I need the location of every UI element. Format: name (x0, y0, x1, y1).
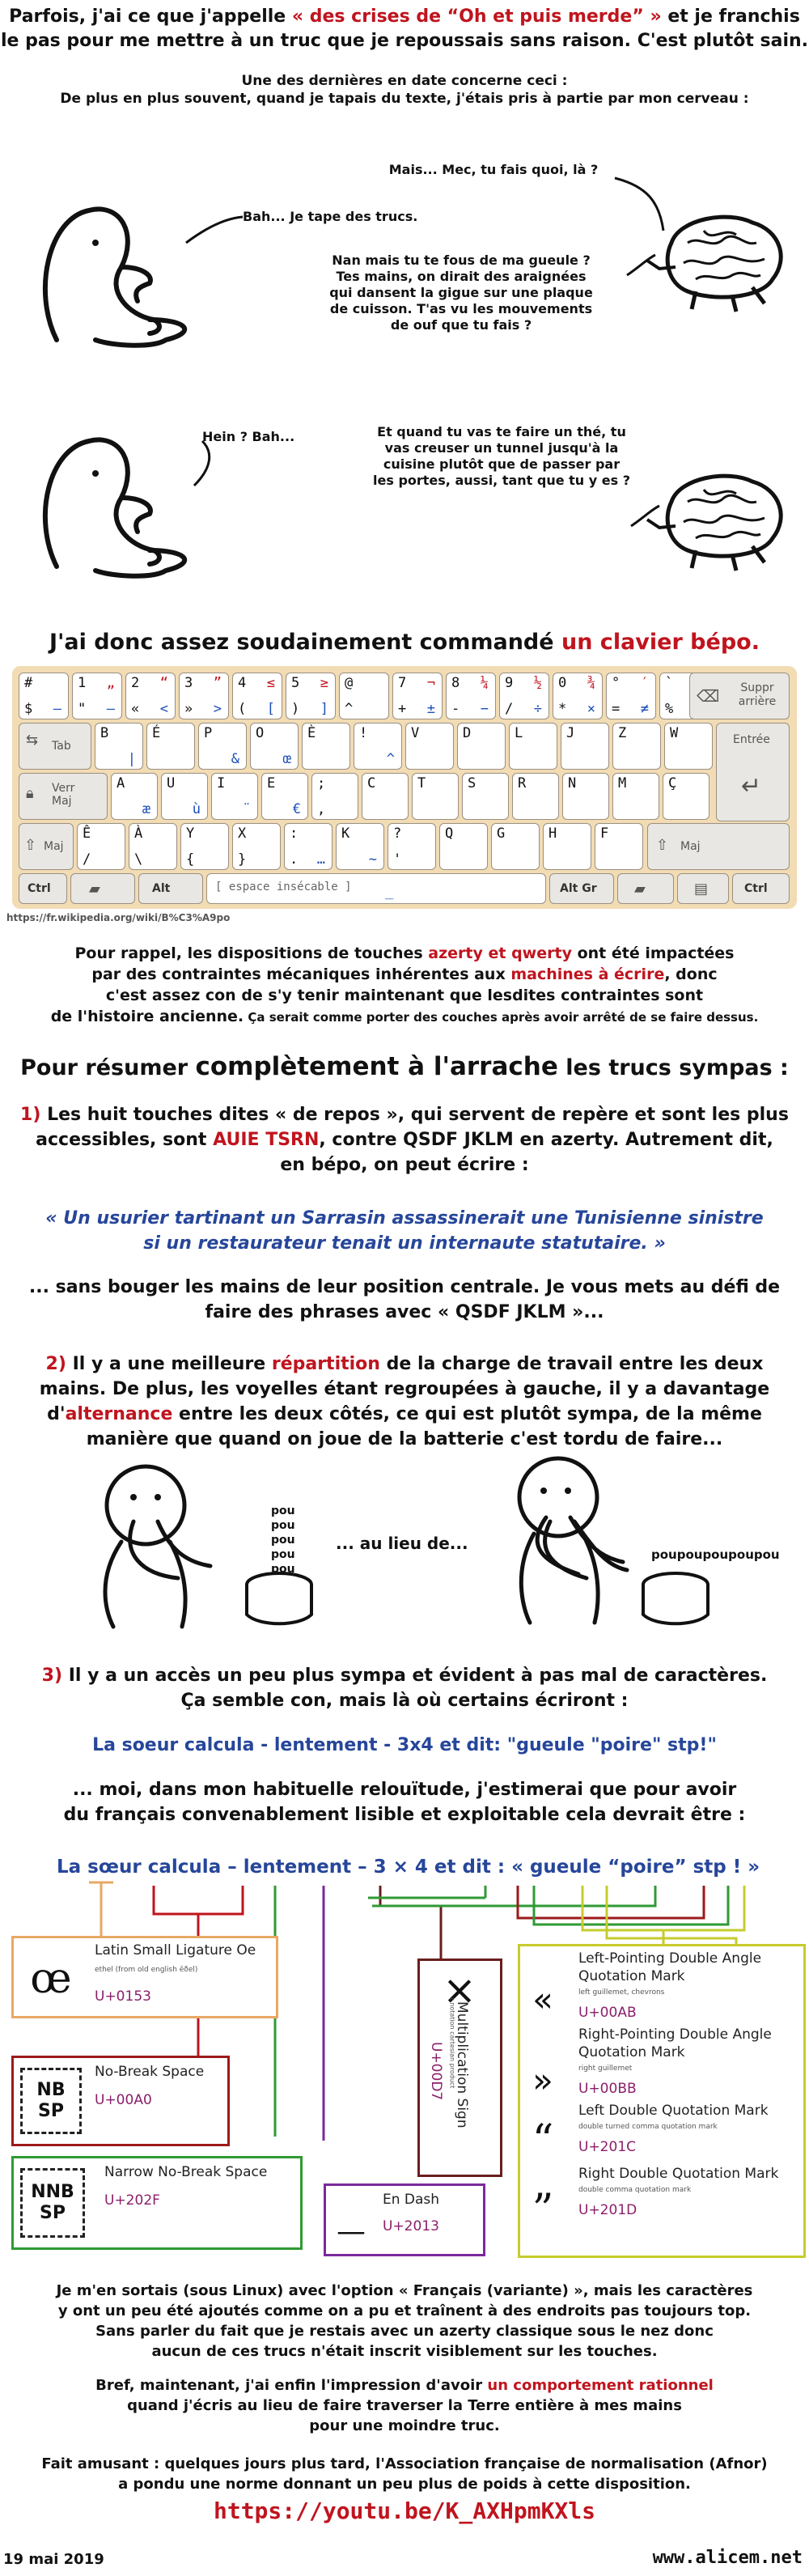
key-glyph-br: < (159, 701, 168, 717)
outro-2 (0, 2375, 809, 2436)
key-glyph-tl: ? (393, 825, 402, 842)
bubble-line: cuisine plutôt que de passer par (383, 456, 621, 472)
char-name: En Dash (383, 2192, 440, 2208)
key-glyph-tl: N (568, 775, 577, 791)
key-glyph-bl: , (317, 801, 326, 817)
left-double-quote-glyph: “ (523, 2116, 562, 2165)
key-glyph-tl: 5 (291, 675, 300, 691)
key-glyph-tr: „ (106, 675, 115, 691)
key-glyph-tl: S (468, 775, 477, 791)
text: , contre QSDF JKLM en azerty. Autrement dit, (319, 1130, 773, 1150)
pou-text: pou (271, 1504, 295, 1517)
key-glyph-tr: ¾ (587, 675, 595, 691)
key-glyph-tr: ¼ (480, 675, 489, 691)
point-number: 2) (45, 1354, 66, 1374)
key-glyph-bl: ' (393, 851, 402, 868)
text: par des contraintes mécaniques inhérentes aux (91, 965, 511, 983)
key-glyph-tl: C (367, 775, 376, 791)
bubble-person-a2: Hein ? Bah... (202, 429, 295, 444)
key-glyph-tr: ≤ (266, 675, 275, 691)
text: de la charge de travail entre les deux (379, 1354, 764, 1374)
wikipedia-link[interactable]: https://fr.wikipedia.org/wiki/B%C3%A9po (6, 912, 231, 923)
key-glyph-tl: K (341, 825, 350, 842)
char-name: Latin Small Ligature Oe (95, 1942, 256, 1959)
multiplication-glyph: × (425, 1966, 494, 2014)
key-glyph-br: ù (192, 801, 201, 817)
left-guillemet-glyph: « (523, 1979, 562, 2019)
char-codepoint: U+202F (104, 2192, 160, 2209)
outro-line: Sans parler du fait que je restais avec un azerty classique sous le nez donc (95, 2323, 714, 2340)
key-glyph-bl: / (83, 851, 91, 868)
key-label: Alt Gr (560, 882, 597, 895)
key-glyph-tl: D (463, 725, 472, 741)
char-name: Right Double Quotation Mark (578, 2166, 779, 2182)
key-glyph-tl: ; (317, 775, 326, 791)
key-glyph-br: … (316, 851, 325, 868)
key-glyph-bl: { (186, 851, 195, 868)
char-card-multiplication (417, 1959, 502, 2177)
key-glyph-tl: Z (618, 725, 627, 741)
text-line: faire des phrases avec « QSDF JKLM »... (205, 1302, 604, 1322)
key-glyph-bl: - (451, 701, 460, 717)
bubble-line: Nan mais tu te fous de ma gueule ? (332, 253, 591, 268)
key-glyph-tl: 0 (558, 675, 567, 691)
key-glyph-tl: R (518, 775, 527, 791)
intro-line-2: le pas pour me mettre à un truc que je repoussais sans raison. C'est plutôt sain. (0, 31, 809, 51)
intro-text: Parfois, j'ai ce que j'appelle (9, 6, 292, 27)
footer-site[interactable]: www.alicem.net (652, 2548, 803, 2568)
char-codepoint: U+00BB (578, 2081, 637, 2097)
intro-text-end: et je franchis (661, 6, 800, 27)
bubble-line: qui dansent la gigue sur une plaque (329, 285, 593, 300)
point-number: 3) (41, 1666, 63, 1686)
key-glyph-bl: ( (238, 701, 247, 717)
heading-highlight: un clavier bépo. (561, 630, 760, 655)
highlight: AUIE TSRN (213, 1130, 320, 1150)
right-double-quote-glyph: ” (523, 2186, 562, 2234)
key-glyph-tl: E (267, 775, 276, 791)
key-glyph-bl: \ (134, 851, 143, 868)
char-codepoint: U+00A0 (95, 2092, 152, 2108)
key-label: Maj (44, 840, 64, 853)
key-glyph-tr: ′ (640, 675, 649, 691)
plain-sentence: La soeur calcula - lentement - 3x4 et dit: "gueule "poire" stp!" (92, 1735, 717, 1755)
key-glyph-bl: . (290, 851, 299, 868)
key-glyph-tl: 8 (451, 675, 460, 691)
aside-text: Ça serait comme porter des couches après avoir arrêté de se faire dessus. (244, 1010, 759, 1025)
footer-date: 19 mai 2019 (3, 2551, 104, 2568)
char-alias: left guillemet, chevrons (578, 1988, 665, 1997)
char-card-nbsp (11, 2056, 230, 2146)
highlight: alternance (65, 1404, 173, 1424)
outro-line: a pondu une norme donnant un peu plus de poids à cette disposition. (118, 2476, 691, 2493)
text: Il y a une meilleure (66, 1354, 272, 1374)
char-codepoint: U+201C (578, 2139, 637, 2155)
key-glyph-br: ¨ (242, 801, 251, 817)
menu-icon: ▤ (694, 881, 709, 898)
intro-line-4: De plus en plus souvent, quand je tapais du texte, j'étais pris à partie par mon cerveau : (60, 91, 749, 107)
bubble-line: de cuisson. T'as vu les mouvements (329, 301, 593, 316)
pou-text: pou (271, 1534, 295, 1547)
key-label: Entrée (733, 733, 770, 746)
key-glyph-tl: H (549, 825, 557, 842)
point-line: en bépo, on peut écrire : (280, 1155, 529, 1175)
bubble-brain-q1: Mais... Mec, tu fais quoi, là ? (388, 162, 599, 177)
key-glyph-br: ~ (368, 851, 377, 868)
text-line: ... moi, dans mon habituelle relouïtude, j'estimerai que pour avoir (72, 1780, 737, 1800)
char-name: Narrow No-Break Space (104, 2164, 268, 2180)
key-glyph-tl: À (134, 825, 143, 842)
char-alias: double comma quotation mark (578, 2186, 692, 2194)
key-glyph-tl: L (515, 725, 523, 741)
text: d' (47, 1404, 66, 1424)
key-glyph-tl: G (497, 825, 506, 842)
text: accessibles, sont (36, 1130, 214, 1150)
key-glyph-br: & (231, 751, 239, 767)
highlight: azerty et qwerty (428, 944, 572, 962)
bubble-line: les portes, aussi, tant que tu y es ? (373, 473, 630, 488)
point-line: Ça semble con, mais là où certains écriront : (180, 1691, 629, 1711)
youtube-link[interactable]: https://youtu.be/K_AXHpmKXls (213, 2497, 595, 2524)
heading-text: les trucs sympas : (557, 1055, 789, 1080)
key-label: Alt (152, 882, 171, 895)
text-line: du français convenablement lisible et exploitable cela devrait être : (63, 1805, 746, 1825)
char-codepoint: U+00AB (578, 2005, 637, 2021)
key-glyph-br: ^ (386, 751, 395, 767)
key-glyph-tl: X (238, 825, 247, 842)
key-glyph-br: ≠ (640, 701, 649, 717)
text: Les huit touches dites « de repos », qui servent de repère et sont les plus (40, 1105, 789, 1125)
tab-icon: ⇆ (26, 732, 39, 749)
fast-pou-text: poupoupoupoupou (651, 1547, 780, 1562)
key-glyph-tl: ° (612, 675, 621, 691)
key-glyph-bl: = (612, 701, 621, 717)
key-glyph-tl: È (307, 725, 316, 741)
outro-line: Je m'en sortais (sous Linux) avec l'option « Français (variante) », mais les caractères (56, 2282, 753, 2299)
text: Pour rappel, les dispositions de touches (74, 944, 429, 962)
key-glyph-bl: » (184, 701, 193, 717)
key-glyph-tl: B (100, 725, 109, 741)
key-label: Verr Maj (52, 782, 75, 808)
key-glyph-tl: Ç (668, 775, 677, 791)
key-glyph-tl: I (217, 775, 226, 791)
bubble-line: Et quand tu vas te faire un thé, tu (377, 424, 626, 439)
char-card-quotes (518, 1944, 806, 2258)
char-alias: double turned comma quotation mark (578, 2123, 718, 2131)
char-name: No-Break Space (95, 2064, 205, 2080)
outro-line: aucun de ces trucs n'était inscrit visiblement sur les touches. (151, 2343, 658, 2360)
rappel-line: c'est assez con de s'y tenir maintenant que lesdites contraintes sont (105, 987, 704, 1004)
key-glyph-br: | (127, 751, 136, 767)
key-glyph-tl: Y (186, 825, 195, 842)
heading-emphasis: complètement à l'arrache (195, 1052, 558, 1081)
key-glyph-tl: ` (665, 675, 674, 691)
key-label: Suppr arrière (738, 681, 777, 708)
key-glyph-tl: F (600, 825, 609, 842)
key-glyph-br: × (587, 701, 595, 717)
key-glyph-tl: T (417, 775, 426, 791)
key-glyph-tl: M (618, 775, 627, 791)
pou-text: pou (271, 1519, 295, 1532)
key-glyph-br: ± (426, 701, 435, 717)
bubble-line: vas creuser un tunnel jusqu'à la (384, 440, 619, 456)
outro-line: pour une moindre truc. (309, 2417, 500, 2434)
point-line: manière que quand on joue de la batterie c'est tordu de faire... (86, 1429, 723, 1449)
windows-icon: ▰ (634, 881, 646, 898)
key-glyph-bl: + (398, 701, 407, 717)
key-glyph-br: € (292, 801, 301, 817)
shift-icon: ⇧ (24, 837, 37, 854)
outro-line: Fait amusant : quelques jours plus tard, l'Association française de normalisation (Afnor) (41, 2455, 768, 2472)
char-card-oe (11, 1936, 278, 2018)
key-glyph-tl: 2 (131, 675, 140, 691)
key-label: Tab (52, 740, 71, 753)
key-glyph-tl: Q (445, 825, 454, 842)
key-glyph-tl: 7 (398, 675, 407, 691)
char-codepoint: U+201D (578, 2202, 637, 2218)
char-codepoint: U+00D7 (428, 2042, 444, 2101)
intro-line-3: Une des dernières en date concerne ceci : (241, 73, 568, 89)
key-glyph-br: œ (282, 751, 291, 767)
key-glyph-tl: 1 (78, 675, 87, 691)
point-line: mains. De plus, les voyelles étant regroupées à gauche, il y a davantage (39, 1379, 770, 1399)
key-glyph-tl: # (24, 675, 33, 691)
pou-text: pou (271, 1563, 295, 1576)
right-guillemet-glyph: » (523, 2060, 562, 2100)
text: Il y a un accès un peu plus sympa et évident à pas mal de caractères. (62, 1666, 768, 1686)
key-label: [ espace insécable ] (215, 881, 352, 893)
key-glyph-br: — (106, 701, 115, 717)
enter-icon: ↵ (741, 772, 762, 800)
key-glyph-tl: ! (359, 725, 368, 741)
key-glyph-br: ÷ (533, 701, 542, 717)
char-alias: right guillemet (578, 2065, 633, 2073)
point-number: 1) (20, 1105, 41, 1125)
pou-text: pou (271, 1548, 295, 1561)
key-glyph-tl: @ (345, 675, 354, 691)
key-glyph-bl: $ (24, 701, 33, 717)
nbsp-glyph: NB SP (20, 2068, 82, 2134)
outro-3 (0, 2454, 809, 2494)
windows-icon: ▰ (89, 881, 100, 898)
key-glyph-tl: A (116, 775, 125, 791)
outro-1 (0, 2281, 809, 2362)
char-card-nnbsp (11, 2156, 303, 2250)
char-codepoint: U+0153 (95, 1988, 151, 2005)
key-glyph-tl: O (256, 725, 265, 741)
heading-text: J'ai donc assez soudainement commandé (49, 630, 561, 655)
underscore-glyph: _ (385, 884, 394, 900)
text: , donc (664, 965, 718, 983)
key-glyph-tl: U (167, 775, 176, 791)
outro-line: quand j'écris au lieu de faire traverser la Terre entière à mes mains (127, 2397, 682, 2414)
oe-glyph: œ (19, 1946, 83, 2011)
key-glyph-bl: " (78, 701, 87, 717)
highlight: répartition (271, 1354, 380, 1374)
key-glyph-tl: J (566, 725, 575, 741)
char-alias: z notation cartesian product (448, 1997, 456, 2089)
key-glyph-tl: 4 (238, 675, 247, 691)
char-name: Left-Pointing Double Angle Quotation Mark (578, 1950, 762, 1984)
key-glyph-br: ] (320, 701, 328, 717)
key-glyph-tl: 3 (184, 675, 193, 691)
intro-highlight: « des crises de “Oh et puis merde” » (291, 6, 662, 27)
key-glyph-bl: ) (291, 701, 300, 717)
text: ont été impactées (571, 944, 735, 962)
key-label: Ctrl (744, 882, 768, 895)
text-line: ... sans bouger les mains de leur position centrale. Je vous mets au défi de (28, 1277, 781, 1297)
key-glyph-br: [ (266, 701, 275, 717)
char-name: Right-Pointing Double Angle Quotation Mark (578, 2026, 772, 2060)
key-glyph-br: – (53, 701, 61, 717)
instead-text: ... au lieu de... (336, 1534, 468, 1553)
text: entre les deux côtés, ce qui est plutôt sympa, de la même (172, 1404, 762, 1424)
text: Bref, maintenant, j'ai enfin l'impression d'avoir (95, 2377, 488, 2394)
highlight: un comportement rationnel (487, 2377, 714, 2394)
key-glyph-tr: ¬ (426, 675, 435, 691)
char-card-endash (324, 2183, 485, 2256)
key-glyph-tl: W (670, 725, 679, 741)
key-label: Maj (680, 840, 701, 853)
char-alias: ethel (from old english ēðel) (95, 1966, 198, 1974)
backspace-icon: ⌫ (697, 686, 720, 706)
outro-line (0, 2375, 809, 2396)
quote-line: « Un usurier tartinant un Sarrasin assassinerait une Tunisienne sinistre (45, 1208, 764, 1229)
key-glyph-bl: « (131, 701, 140, 717)
bubble-line: de ouf que tu fais ? (390, 317, 532, 333)
key-glyph-tr: ≥ (320, 675, 328, 691)
char-codepoint: U+2013 (383, 2218, 439, 2234)
key-glyph-bl: % (665, 701, 674, 717)
char-name: Left Double Quotation Mark (578, 2103, 769, 2119)
key-glyph-tl: V (411, 725, 420, 741)
bubble-line: Tes mains, on dirait des araignées (336, 269, 587, 284)
shift-icon: ⇧ (656, 837, 669, 854)
endash-glyph: — (331, 2215, 371, 2247)
key-label: Ctrl (28, 882, 51, 895)
typo-sentence: La sœur calcula – lentement – 3 × 4 et dit : « gueule “poire” stp ! » (57, 1857, 760, 1878)
key-glyph-tl: 9 (505, 675, 514, 691)
text: de l'histoire ancienne. (50, 1008, 244, 1025)
key-glyph-tl: P (204, 725, 213, 741)
outro-line: y ont un peu été ajoutés comme on a pu et traînent à des endroits pas toujours top. (57, 2302, 752, 2319)
key-glyph-tr: ” (213, 675, 222, 691)
heading-text: Pour résumer (20, 1055, 196, 1080)
key-glyph-br: > (213, 701, 222, 717)
bubble-person-a1: Bah... Je tape des trucs. (243, 209, 418, 224)
key-glyph-tl: É (152, 725, 161, 741)
key-glyph-tr: ½ (533, 675, 542, 691)
char-name: Multiplication Sign (454, 2001, 470, 2128)
nnbsp-glyph: NNB SP (20, 2168, 85, 2238)
key-glyph-tl: Ê (83, 825, 91, 842)
key-glyph-bl: ^ (345, 701, 354, 717)
key-glyph-tl: : (290, 825, 299, 842)
key-glyph-tr: “ (159, 675, 168, 691)
key-glyph-br: − (480, 701, 489, 717)
key-glyph-bl: * (558, 701, 567, 717)
quote-line: si un restaurateur tenait un internaute statutaire. » (143, 1233, 666, 1254)
highlight: machines à écrire (510, 965, 665, 983)
key-glyph-br: æ (142, 801, 150, 817)
key-glyph-bl: / (505, 701, 514, 717)
key-glyph-bl: } (238, 851, 247, 868)
lock-icon: 🔒︎ (26, 785, 34, 802)
